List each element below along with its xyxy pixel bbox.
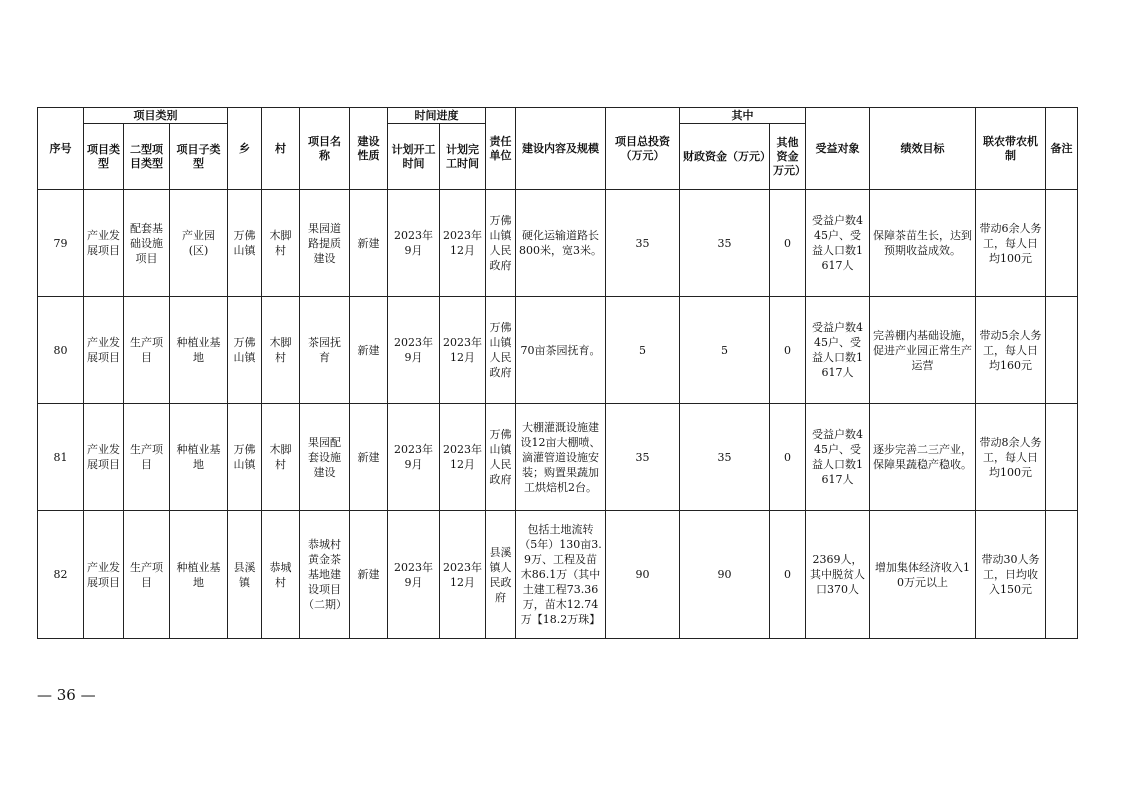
cell-beneficiary: 受益户数445户、受益人口数1617人 xyxy=(806,190,870,297)
cell-project-type: 产业发展项目 xyxy=(84,511,124,639)
header-content: 建设内容及规模 xyxy=(516,108,606,190)
cell-goal: 逐步完善二三产业，保障果蔬稳产稳收。 xyxy=(870,404,976,511)
header-total: 项目总投资（万元） xyxy=(606,108,680,190)
cell-total: 5 xyxy=(606,297,680,404)
cell-type2: 生产项目 xyxy=(124,404,170,511)
cell-responsible: 县溪镇人民政府 xyxy=(486,511,516,639)
header-schedule-group: 时间进度 xyxy=(388,108,486,124)
cell-village: 木脚村 xyxy=(262,297,300,404)
cell-beneficiary: 受益户数445户、受益人口数1617人 xyxy=(806,297,870,404)
cell-project-type: 产业发展项目 xyxy=(84,190,124,297)
table-row xyxy=(38,404,1078,511)
cell-responsible: 万佛山镇人民政府 xyxy=(486,404,516,511)
cell-village: 恭城村 xyxy=(262,511,300,639)
cell-project-type: 产业发展项目 xyxy=(84,404,124,511)
cell-fiscal: 35 xyxy=(680,190,770,297)
cell-fiscal: 35 xyxy=(680,404,770,511)
cell-seq: 79 xyxy=(38,190,84,297)
cell-finish: 2023年12月 xyxy=(440,190,486,297)
cell-build-nature: 新建 xyxy=(350,511,388,639)
header-type2: 二型项目类型 xyxy=(124,124,170,190)
table-row xyxy=(38,190,1078,297)
cell-other: 0 xyxy=(770,404,806,511)
header-project-type: 项目类型 xyxy=(84,124,124,190)
cell-village: 木脚村 xyxy=(262,404,300,511)
cell-start: 2023年9月 xyxy=(388,297,440,404)
cell-mechanism: 带动6余人务工，每人日均100元 xyxy=(976,190,1046,297)
cell-type2: 生产项目 xyxy=(124,297,170,404)
cell-subtype: 种植业基地 xyxy=(170,404,228,511)
cell-remark xyxy=(1046,190,1078,297)
header-project-name: 项目名称 xyxy=(300,108,350,190)
cell-other: 0 xyxy=(770,190,806,297)
cell-mechanism: 带动5余人务工，每人日均160元 xyxy=(976,297,1046,404)
header-beneficiary: 受益对象 xyxy=(806,108,870,190)
cell-township: 万佛山镇 xyxy=(228,404,262,511)
cell-remark xyxy=(1046,297,1078,404)
cell-responsible: 万佛山镇人民政府 xyxy=(486,190,516,297)
cell-fiscal: 5 xyxy=(680,297,770,404)
cell-finish: 2023年12月 xyxy=(440,297,486,404)
cell-project-type: 产业发展项目 xyxy=(84,297,124,404)
header-subtype: 项目子类型 xyxy=(170,124,228,190)
cell-build-nature: 新建 xyxy=(350,297,388,404)
cell-other: 0 xyxy=(770,511,806,639)
table-row xyxy=(38,511,1078,639)
cell-seq: 81 xyxy=(38,404,84,511)
cell-subtype: 种植业基地 xyxy=(170,297,228,404)
page-number: — 36 — xyxy=(37,686,96,704)
cell-beneficiary: 2369人，其中脱贫人口370人 xyxy=(806,511,870,639)
cell-project-name: 茶园抚育 xyxy=(300,297,350,404)
cell-mechanism: 带动30人务工，日均收入150元 xyxy=(976,511,1046,639)
cell-township: 县溪镇 xyxy=(228,511,262,639)
header-remark: 备注 xyxy=(1046,108,1078,190)
cell-type2: 配套基础设施项目 xyxy=(124,190,170,297)
cell-responsible: 万佛山镇人民政府 xyxy=(486,297,516,404)
cell-project-name: 恭城村黄金茶基地建设项目（二期） xyxy=(300,511,350,639)
cell-goal: 保障茶苗生长，达到预期收益成效。 xyxy=(870,190,976,297)
cell-remark xyxy=(1046,511,1078,639)
cell-village: 木脚村 xyxy=(262,190,300,297)
cell-content: 70亩茶园抚育。 xyxy=(516,297,606,404)
cell-start: 2023年9月 xyxy=(388,190,440,297)
cell-subtype: 产业园(区) xyxy=(170,190,228,297)
cell-content: 包括土地流转（5年）130亩3.9万、工程及苗木86.1万（其中土建工程73.36万，苗木12.74万【18.2万珠】 xyxy=(516,511,606,639)
cell-build-nature: 新建 xyxy=(350,404,388,511)
project-table xyxy=(37,107,1078,639)
header-mechanism: 联农带农机制 xyxy=(976,108,1046,190)
cell-remark xyxy=(1046,404,1078,511)
cell-seq: 80 xyxy=(38,297,84,404)
cell-other: 0 xyxy=(770,297,806,404)
cell-start: 2023年9月 xyxy=(388,404,440,511)
cell-finish: 2023年12月 xyxy=(440,511,486,639)
cell-seq: 82 xyxy=(38,511,84,639)
cell-total: 35 xyxy=(606,404,680,511)
header-goal: 绩效目标 xyxy=(870,108,976,190)
project-table-container xyxy=(37,107,1078,639)
cell-goal: 完善棚内基础设施，促进产业园正常生产运营 xyxy=(870,297,976,404)
cell-fiscal: 90 xyxy=(680,511,770,639)
header-seq: 序号 xyxy=(38,108,84,190)
cell-content: 大棚灌溉设施建设12亩大棚喷、滴灌管道设施安装；购置果蔬加工烘焙机2台。 xyxy=(516,404,606,511)
cell-township: 万佛山镇 xyxy=(228,190,262,297)
cell-goal: 增加集体经济收入10万元以上 xyxy=(870,511,976,639)
header-finish: 计划完工时间 xyxy=(440,124,486,190)
cell-beneficiary: 受益户数445户、受益人口数1617人 xyxy=(806,404,870,511)
header-other: 其他资金万元） xyxy=(770,124,806,190)
cell-subtype: 种植业基地 xyxy=(170,511,228,639)
header-among-group: 其中 xyxy=(680,108,806,124)
header-category-group: 项目类别 xyxy=(84,108,228,124)
cell-project-name: 果园配套设施建设 xyxy=(300,404,350,511)
table-row xyxy=(38,297,1078,404)
cell-content: 硬化运输道路长800米，宽3米。 xyxy=(516,190,606,297)
cell-build-nature: 新建 xyxy=(350,190,388,297)
cell-project-name: 果园道路提质建设 xyxy=(300,190,350,297)
cell-mechanism: 带动8余人务工，每人日均100元 xyxy=(976,404,1046,511)
cell-total: 90 xyxy=(606,511,680,639)
header-responsible: 责任单位 xyxy=(486,108,516,190)
header-fiscal: 财政资金（万元） xyxy=(680,124,770,190)
cell-type2: 生产项目 xyxy=(124,511,170,639)
cell-total: 35 xyxy=(606,190,680,297)
cell-start: 2023年9月 xyxy=(388,511,440,639)
header-township: 乡 xyxy=(228,108,262,190)
header-village: 村 xyxy=(262,108,300,190)
header-start: 计划开工时间 xyxy=(388,124,440,190)
header-build-nature: 建设性质 xyxy=(350,108,388,190)
cell-finish: 2023年12月 xyxy=(440,404,486,511)
cell-township: 万佛山镇 xyxy=(228,297,262,404)
